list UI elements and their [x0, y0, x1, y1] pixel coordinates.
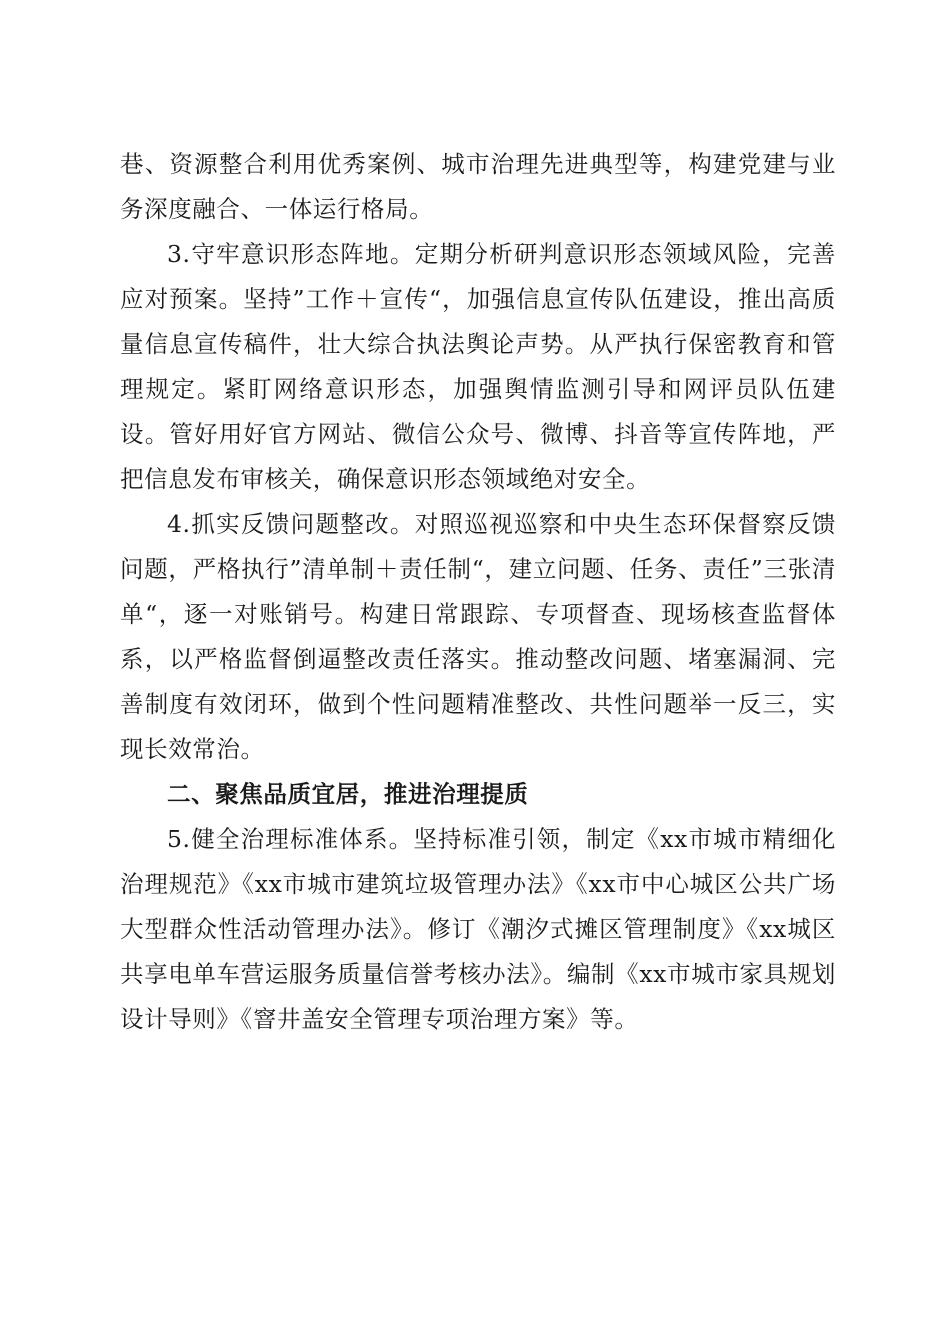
document-body [120, 142, 836, 1042]
paragraph-item-4: 4.抓实反馈问题整改。对照巡视巡察和中央生态环保督察反馈问题，严格执行”清单制＋责任制“，建立问题、任务、责任”三张清单“，逐一对账销号。构建日常跟踪、专项督查、现场核查监督体系，以严格监督倒逼整改责任落实。推动整改问题、堵塞漏洞、完善制度有效闭环，做到个性问题精准整改、共性问题举一反三，实现长效常治。 [120, 510, 836, 763]
paragraph-item-3: 3.守牢意识形态阵地。定期分析研判意识形态领域风险，完善应对预案。坚持”工作＋宣传“，加强信息宣传队伍建设，推出高质量信息宣传稿件，壮大综合执法舆论声势。从严执行保密教育和管理规定。紧盯网络意识形态，加强舆情监测引导和网评员队伍建设。管好用好官方网站、微信公众号、微博、抖音等宣传阵地，严把信息发布审核关，确保意识形态领域绝对安全。 [120, 240, 836, 493]
section-heading: 二、聚焦品质宜居，推进治理提质 [167, 780, 529, 808]
paragraph-item-5: 5.健全治理标准体系。坚持标准引领，制定《xx市城市精细化治理规范》《xx市城市建筑垃圾管理办法》《xx市中心城区公共广场大型群众性活动管理办法》。修订《潮汐式摊区管理制度》《xx城区共享电单车营运服务质量信誉考核办法》。编制《xx市城市家具规划设计导则》《窨井盖安全管理专项治理方案》等。 [120, 825, 836, 1033]
paragraph-continuation: 巷、资源整合利用优秀案例、城市治理先进典型等，构建党建与业务深度融合、一体运行格局。 [120, 150, 836, 223]
